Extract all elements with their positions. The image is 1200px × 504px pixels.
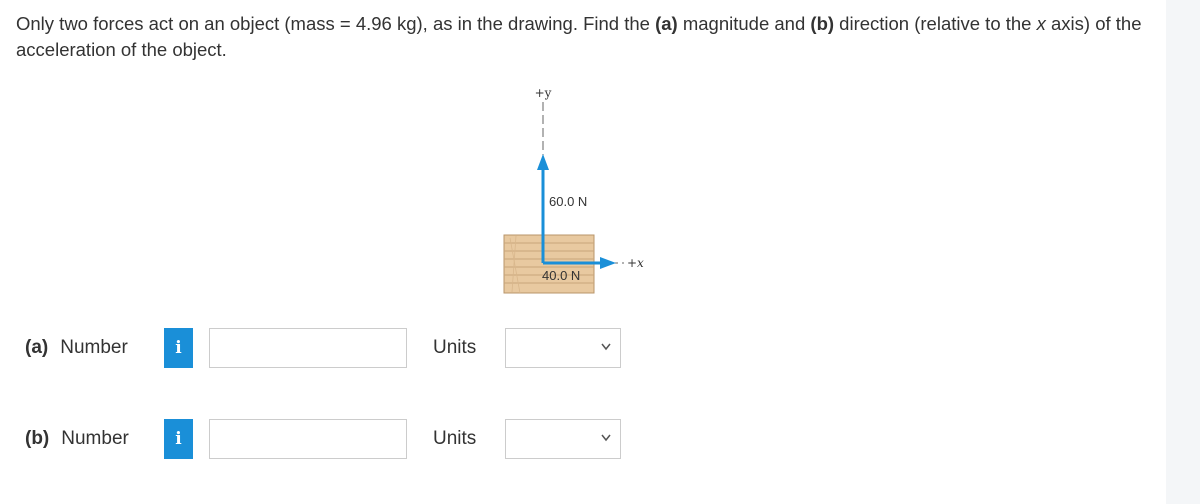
number-label-a: Number [60, 337, 128, 358]
y-axis-label: +y [534, 86, 552, 100]
question-text-part: Only two forces act on an object (mass = 4.96 kg), as in the drawing. Find the [16, 13, 656, 34]
number-input-a[interactable] [209, 328, 407, 368]
force-right-label: 40.0 N [542, 268, 581, 283]
number-input-b[interactable] [209, 419, 407, 459]
units-select-a[interactable] [505, 328, 621, 368]
units-label-a: Units [433, 337, 477, 358]
units-select-b[interactable] [505, 419, 621, 459]
axis-variable: x [1036, 13, 1046, 34]
answer-label-a [25, 328, 128, 368]
question-text-part: magnitude and [677, 13, 811, 34]
part-a-label: (a) [25, 337, 49, 358]
force-diagram-svg [490, 80, 670, 300]
number-label-b: Number [61, 428, 129, 449]
right-gutter [1166, 0, 1200, 504]
force-up-arrowhead [537, 154, 549, 170]
answer-label-b [25, 419, 129, 459]
part-a-tag: (a) [655, 13, 678, 34]
info-icon-b[interactable]: i [164, 419, 193, 459]
part-b-label: (b) [25, 428, 50, 449]
answer-row-b [0, 419, 700, 459]
force-up-label: 60.0 N [549, 194, 588, 209]
question-text-part: direction (relative to the [834, 13, 1037, 34]
chevron-down-icon [600, 339, 612, 355]
x-axis-label: +x [627, 256, 644, 270]
question-text-part: axis) of the acceleration of the object. [16, 13, 1142, 60]
answer-row-a [0, 328, 700, 368]
chevron-down-icon [600, 430, 612, 446]
question-text [16, 11, 1156, 63]
part-b-tag: (b) [810, 13, 835, 34]
units-label-b: Units [433, 428, 477, 449]
info-icon-a[interactable]: i [164, 328, 193, 368]
force-right-arrowhead [600, 257, 616, 269]
force-diagram [490, 80, 670, 300]
